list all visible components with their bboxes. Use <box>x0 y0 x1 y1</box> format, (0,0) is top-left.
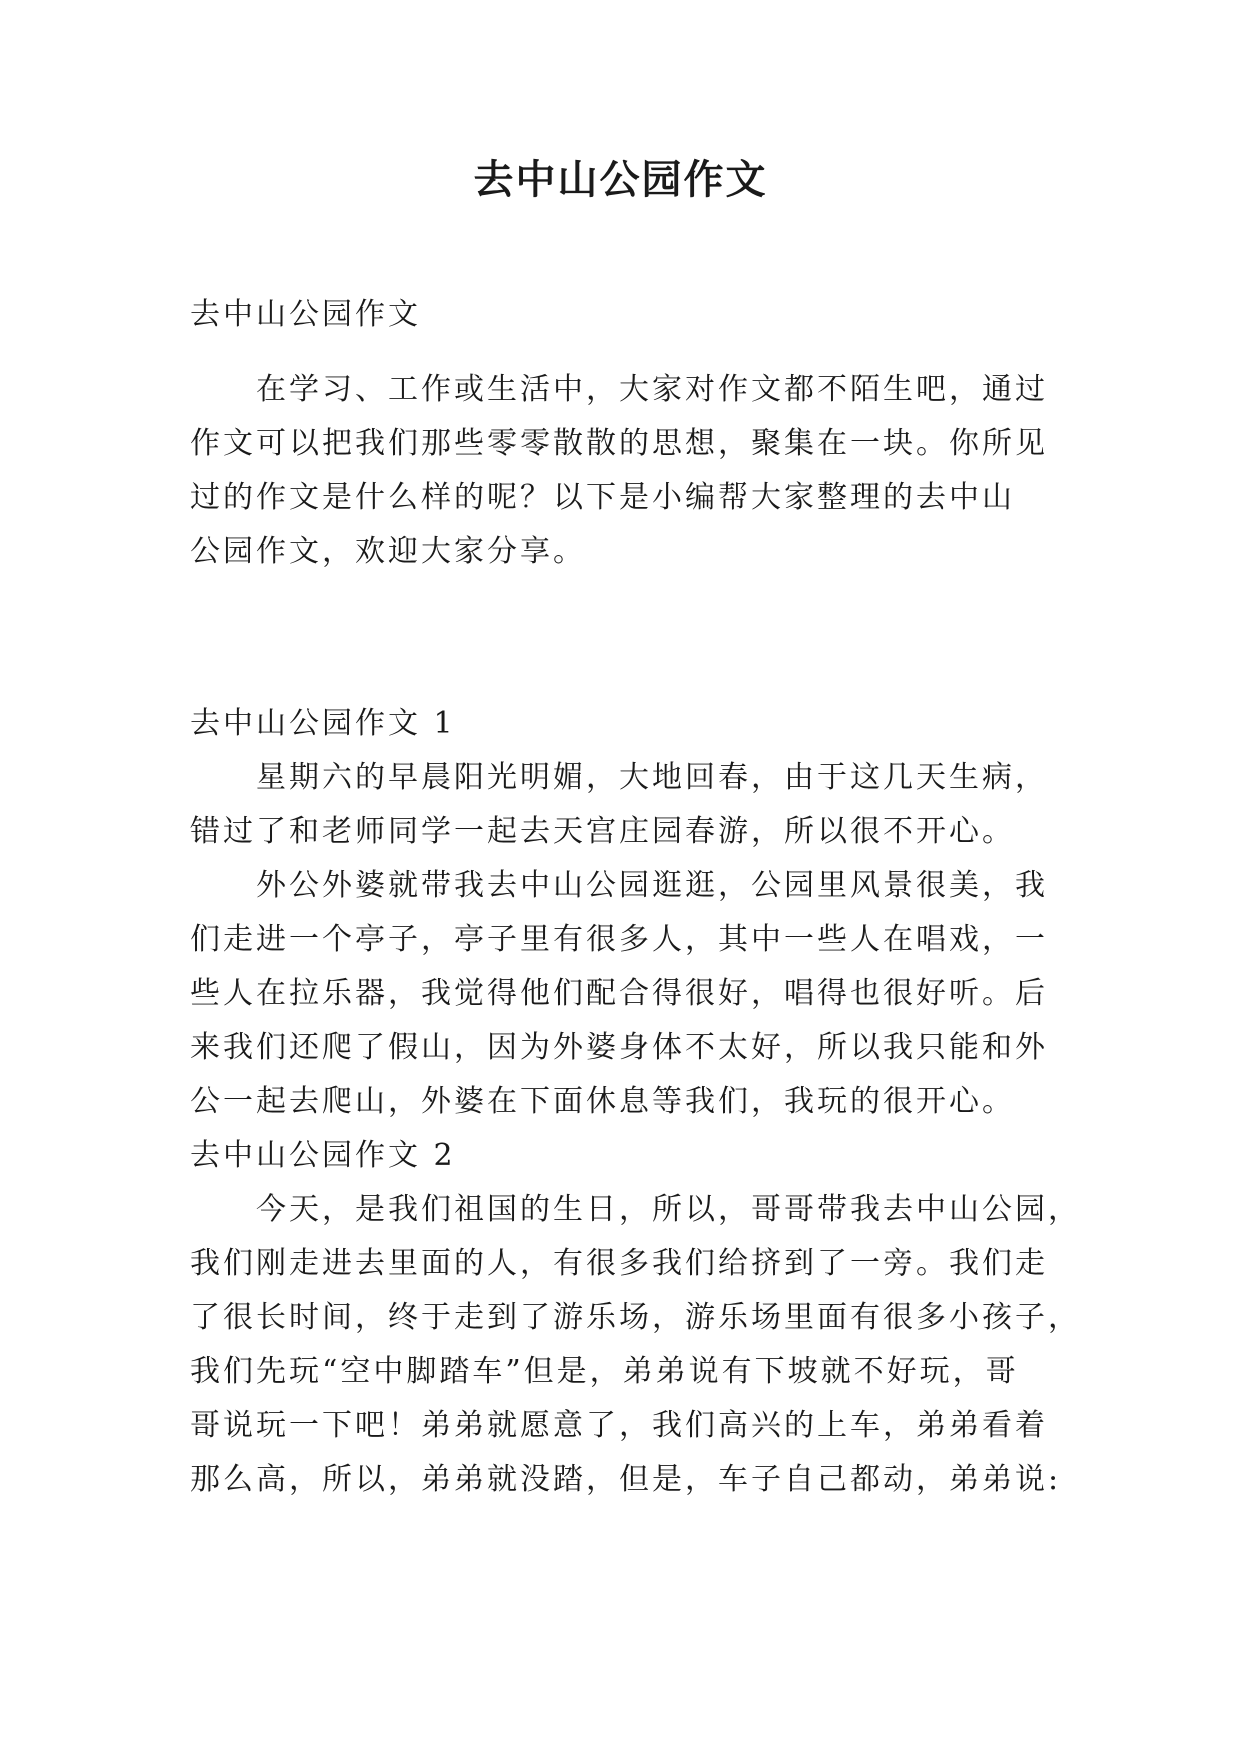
document-title: 去中山公园作文 <box>473 156 768 203</box>
essay-2-line: 今天，是我们祖国的生日，所以，哥哥带我去中山公园， <box>256 1192 1081 1227</box>
essay-2-line: 我们先玩“空中脚踏车”但是，弟弟说有下坡就不好玩，哥 <box>190 1354 1019 1389</box>
essay-2-line: 了很长时间，终于走到了游乐场，游乐场里面有很多小孩子， <box>190 1300 1081 1335</box>
essay-1-line: 错过了和老师同学一起去天宫庄园春游，所以很不开心。 <box>190 814 1015 849</box>
essay-1-line: 们走进一个亭子，亭子里有很多人，其中一些人在唱戏，一 <box>190 922 1048 957</box>
intro-line: 过的作文是什么样的呢？以下是小编帮大家整理的去中山 <box>190 480 1015 515</box>
essay-1 <box>190 697 1055 1129</box>
intro-paragraph <box>190 363 1055 579</box>
essay-2 <box>190 1129 1081 1507</box>
essay-2-line: 我们刚走进去里面的人，有很多我们给挤到了一旁。我们走 <box>190 1246 1048 1281</box>
essay-2-heading: 去中山公园作文 2 <box>190 1138 456 1173</box>
document-subtitle: 去中山公园作文 <box>190 297 421 332</box>
essay-1-line: 来我们还爬了假山，因为外婆身体不太好，所以我只能和外 <box>190 1030 1048 1065</box>
essay-2-line: 那么高，所以，弟弟就没踏，但是，车子自己都动，弟弟说: <box>190 1462 1062 1497</box>
essay-1-line: 星期六的早晨阳光明媚，大地回春，由于这几天生病， <box>256 760 1048 795</box>
intro-line: 在学习、工作或生活中，大家对作文都不陌生吧，通过 <box>256 372 1048 407</box>
essay-1-line: 公一起去爬山，外婆在下面休息等我们，我玩的很开心。 <box>190 1084 1015 1119</box>
essay-2-line: 哥说玩一下吧！弟弟就愿意了，我们高兴的上车，弟弟看着 <box>190 1408 1048 1443</box>
essay-1-line: 些人在拉乐器，我觉得他们配合得很好，唱得也很好听。后 <box>190 976 1048 1011</box>
intro-line: 作文可以把我们那些零零散散的思想，聚集在一块。你所见 <box>190 426 1048 461</box>
essay-1-line: 外公外婆就带我去中山公园逛逛，公园里风景很美，我 <box>256 868 1048 903</box>
intro-line: 公园作文，欢迎大家分享。 <box>190 534 586 569</box>
essay-1-heading: 去中山公园作文 1 <box>190 706 456 741</box>
subtitle-block <box>190 288 1055 342</box>
